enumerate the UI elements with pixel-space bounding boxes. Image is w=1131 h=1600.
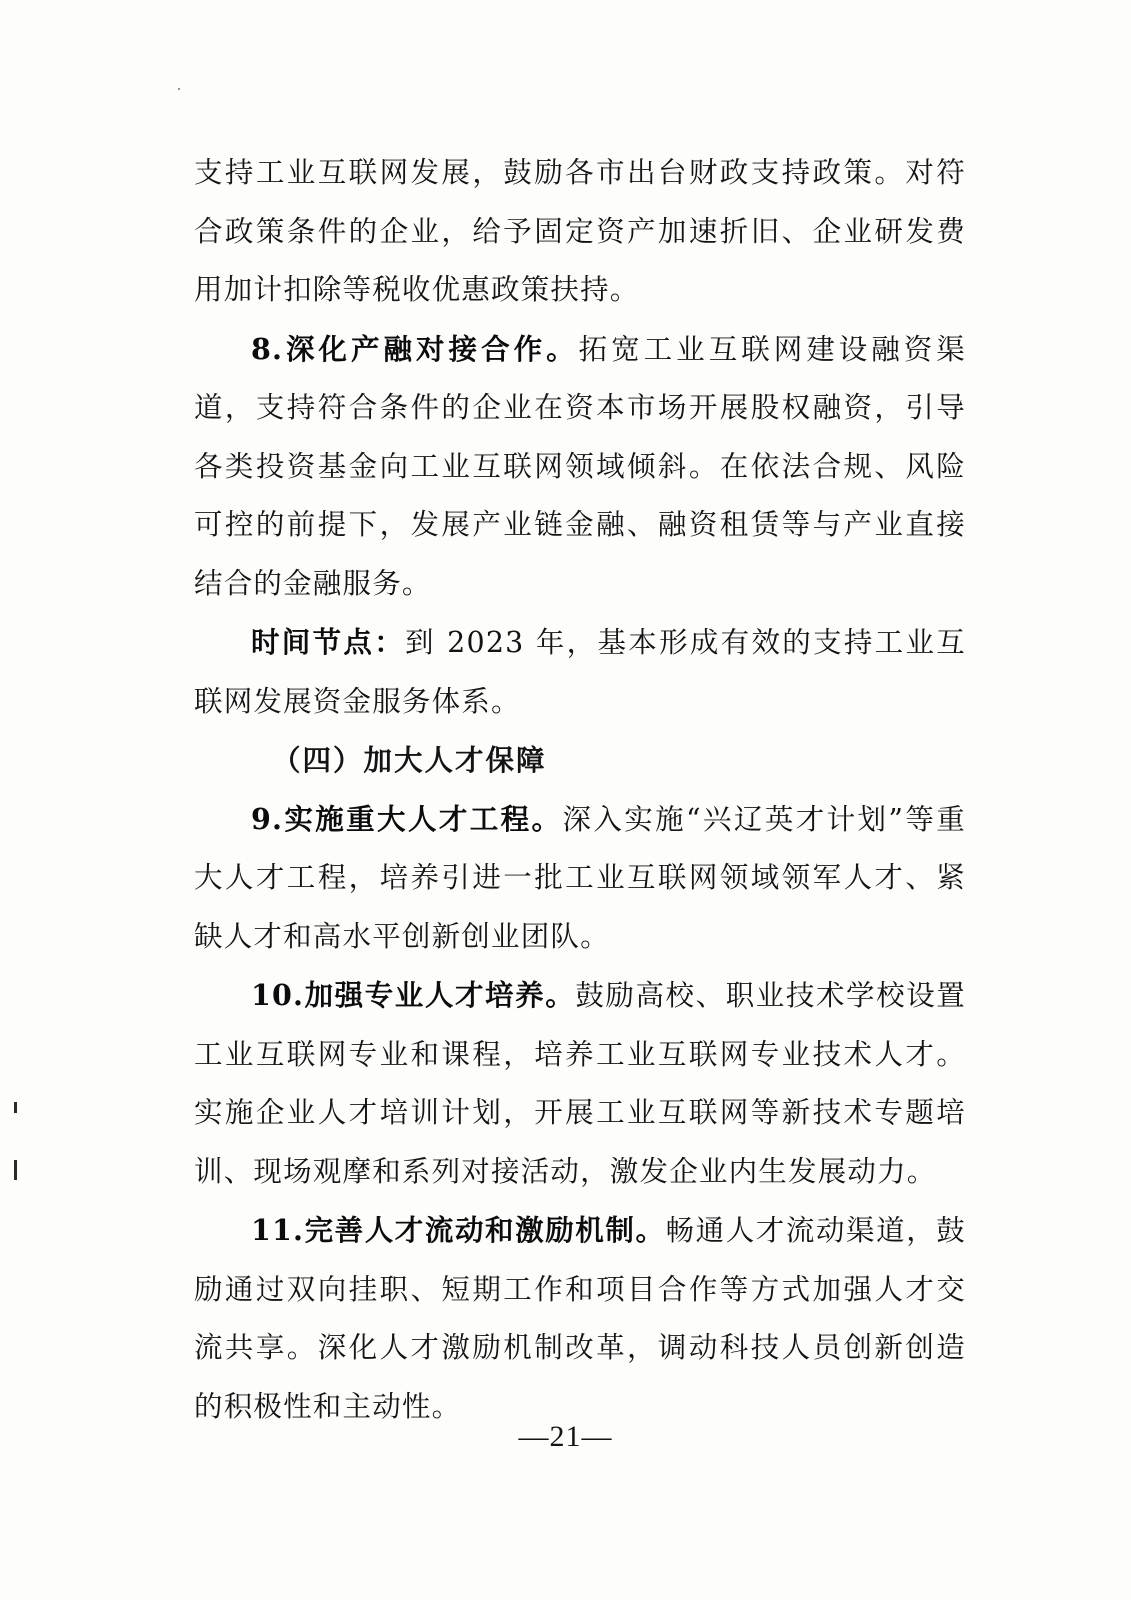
paragraph-item-8: [194, 320, 966, 614]
paragraph-text: 支持工业互联网发展，鼓励各市出台财政支持政策。对符合政策条件的企业，给予固定资产加速折旧、企业研发费用加计扣除等税收优惠政策扶持。: [194, 156, 966, 306]
paragraph-item-11: [194, 1201, 966, 1436]
paragraph-item-10: [194, 966, 966, 1201]
scan-edge-mark: [14, 1160, 17, 1180]
paragraph-tax-support: [194, 144, 966, 320]
item-heading: 时间节点：: [251, 625, 406, 659]
paragraph-timeline: [194, 613, 966, 731]
page-number: —21—: [518, 1420, 613, 1453]
paragraph-text: 拓宽工业互联网建设融资渠道，支持符合条件的企业在资本市场开展股权融资，引导各类投资基金向工业互联网领域倾斜。在依法合规、风险可控的前提下，发展产业链金融、融资租赁等与产业直接结合的金融服务。: [194, 332, 967, 600]
item-heading: 8.深化产融对接合作。: [251, 331, 579, 366]
body-text: [194, 144, 966, 1436]
paragraph-text: 畅通人才流动渠道，鼓励通过双向挂职、短期工作和项目合作等方式加强人才交流共享。深化人才激励机制改革，调动科技人员创新创造的积极性和主动性。: [194, 1214, 966, 1423]
scan-edge-mark: [14, 1102, 17, 1113]
item-heading: 9.实施重大人才工程。: [251, 801, 563, 836]
paragraph-text: 到 2023 年，基本形成有效的支持工业互联网发展资金服务体系。: [194, 626, 966, 718]
item-heading: 10.加强专业人才培养。: [251, 978, 576, 1012]
section-heading: （四）加大人才保障: [272, 743, 547, 777]
scan-dust-speck: [178, 88, 180, 90]
paragraph-item-9: [194, 790, 966, 967]
paragraph-text: 深入实施“兴辽英才计划”等重大人才工程，培养引进一批工业互联网领域领军人才、紧缺人才和高水平创新创业团队。: [194, 802, 966, 953]
item-heading: 11.完善人才流动和激励机制。: [251, 1213, 666, 1247]
paragraph-text: 鼓励高校、职业技术学校设置工业互联网专业和课程，培养工业互联网专业技术人才。实施企业人才培训计划，开展工业互联网等新技术专题培训、现场观摩和系列对接活动，激发企业内生发展动力。: [194, 979, 966, 1188]
